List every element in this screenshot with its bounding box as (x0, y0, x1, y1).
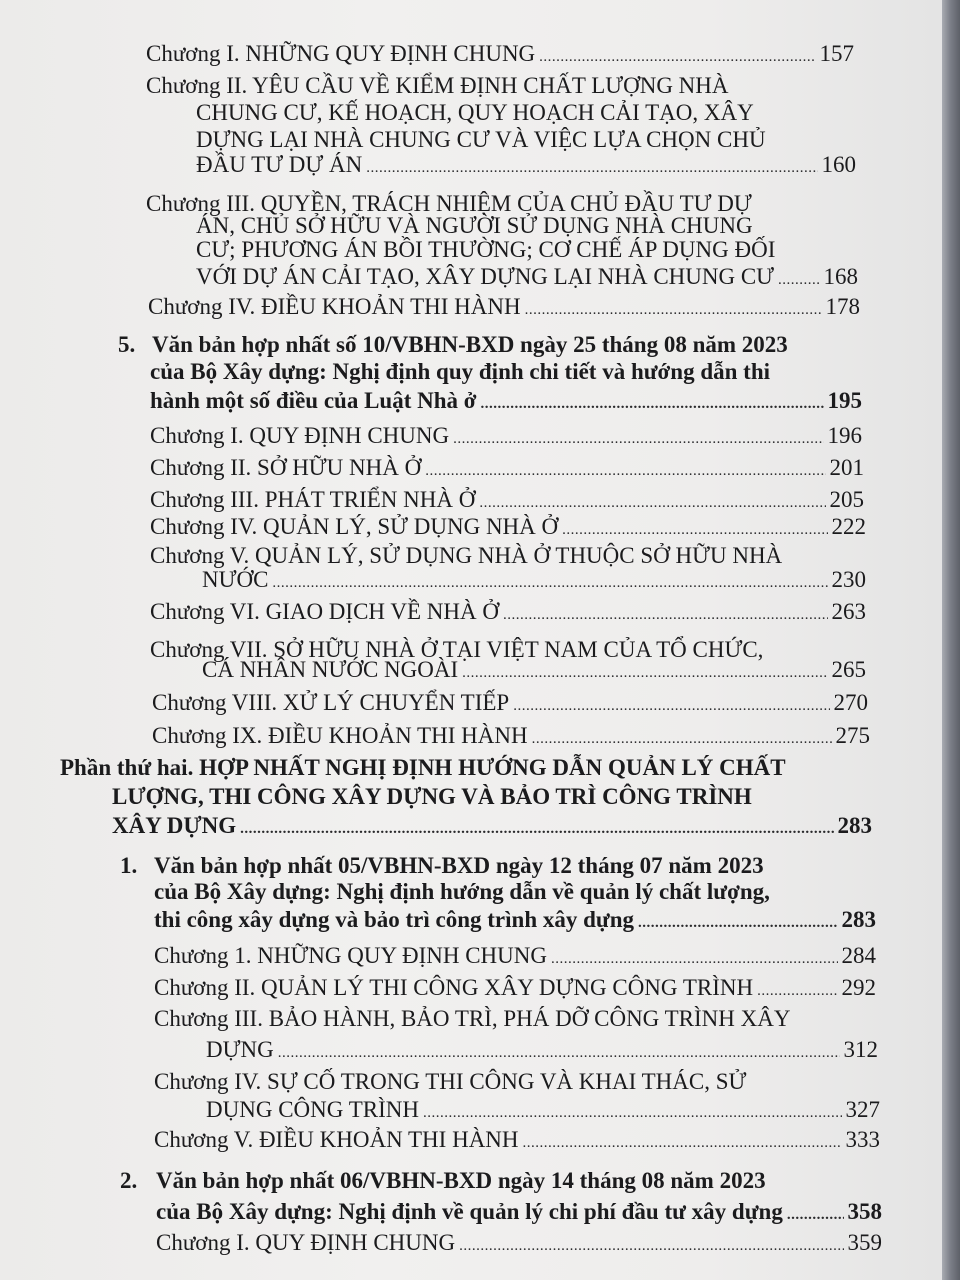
toc-entry: Chương IX. ĐIỀU KHOẢN THI HÀNH ..... 275 (152, 722, 870, 753)
toc-entry: của Bộ Xây dựng: Nghị định hướng dẫn về quản lý chất lượng, (154, 879, 770, 904)
toc-entry: Văn bản hợp nhất 05/VBHN-BXD ngày 12 tháng 07 năm 2023 (154, 853, 764, 878)
section-heading: LƯỢNG, THI CÔNG XÂY DỰNG VÀ BẢO TRÌ CÔNG TRÌNH (112, 784, 752, 809)
item-number: 1. (120, 853, 138, 878)
toc-entry: Chương IV. ĐIỀU KHOẢN THI HÀNH ..... 178 (148, 293, 860, 324)
toc-entry: Văn bản hợp nhất 06/VBHN-BXD ngày 14 tháng 08 năm 2023 (156, 1168, 766, 1193)
toc-entry: Chương II. YÊU CẦU VỀ KIỂM ĐỊNH CHẤT LƯỢNG NHÀ (146, 73, 729, 98)
toc-entry: Chương II. QUẢN LÝ THI CÔNG XÂY DỰNG CÔNG TRÌNH ..... 292 (154, 974, 876, 1005)
toc-entry: Chương V. QUẢN LÝ, SỬ DỤNG NHÀ Ở THUỘC SỞ HỮU NHÀ (150, 543, 783, 568)
toc-entry: Văn bản hợp nhất số 10/VBHN-BXD ngày 25 tháng 08 năm 2023 (152, 332, 788, 357)
toc-entry: Chương II. SỞ HỮU NHÀ Ở ..... 201 (150, 454, 864, 485)
toc-entry: ÁN, CHỦ SỞ HỮU VÀ NGƯỜI SỬ DỤNG NHÀ CHUNG (196, 213, 753, 238)
toc-entry: CÁ NHÂN NƯỚC NGOÀI ..... 265 (202, 656, 866, 687)
toc-entry: CƯ; PHƯƠNG ÁN BỒI THƯỜNG; CƠ CHẾ ÁP DỤNG ĐỐI (196, 237, 776, 262)
item-number: 2. (120, 1168, 138, 1193)
toc-entry: DỰNG LẠI NHÀ CHUNG CƯ VÀ VIỆC LỰA CHỌN CHỦ (196, 127, 766, 152)
toc-entry: VỚI DỰ ÁN CẢI TẠO, XÂY DỰNG LẠI NHÀ CHUNG CƯ ..... 168 (196, 263, 858, 294)
item-number: 5. (118, 332, 136, 357)
toc-entry: CHUNG CƯ, KẾ HOẠCH, QUY HOẠCH CẢI TẠO, XÂY (196, 100, 754, 125)
page-edge (942, 0, 960, 1280)
toc-entry: của Bộ Xây dựng: Nghị định về quản lý chi phí đầu tư xây dựng ..... 358 (156, 1198, 882, 1229)
toc-entry: Chương IV. SỰ CỐ TRONG THI CÔNG VÀ KHAI THÁC, SỬ (154, 1069, 747, 1094)
section-heading: XÂY DỰNG ..... 283 (112, 812, 872, 843)
toc-entry: Chương I. QUY ĐỊNH CHUNG ..... 196 (150, 422, 862, 453)
toc-entry: NƯỚC ..... 230 (202, 566, 866, 597)
toc-entry: Chương I. NHỮNG QUY ĐỊNH CHUNG ..... 157 (146, 40, 854, 71)
toc-entry: của Bộ Xây dựng: Nghị định quy định chi tiết và hướng dẫn thi (150, 359, 771, 384)
toc-entry: Chương VI. GIAO DỊCH VỀ NHÀ Ở ..... 263 (150, 598, 866, 629)
toc-entry: Chương VIII. XỬ LÝ CHUYỂN TIẾP ..... 270 (152, 689, 868, 720)
toc-entry: Chương IV. QUẢN LÝ, SỬ DỤNG NHÀ Ở ..... 222 (150, 513, 866, 544)
toc-entry: thi công xây dựng và bảo trì công trình xây dựng ..... 283 (154, 906, 876, 937)
toc-entry: Chương III. PHÁT TRIỂN NHÀ Ở ..... 205 (150, 486, 864, 517)
toc-entry: hành một số điều của Luật Nhà ở ..... 195 (150, 387, 862, 418)
toc-entry: Chương I. QUY ĐỊNH CHUNG ..... 359 (156, 1229, 882, 1260)
toc-entry: DỰNG ..... 312 (206, 1036, 878, 1067)
toc-entry: Chương V. ĐIỀU KHOẢN THI HÀNH ..... 333 (154, 1126, 880, 1157)
toc-entry: Chương III. BẢO HÀNH, BẢO TRÌ, PHÁ DỠ CÔNG TRÌNH XÂY (154, 1006, 791, 1031)
toc-entry: Chương VII. SỞ HỮU NHÀ Ở TẠI VIỆT NAM CỦA TỔ CHỨC, (150, 637, 764, 662)
toc-entry: Chương 1. NHỮNG QUY ĐỊNH CHUNG ..... 284 (154, 942, 876, 973)
toc-entry: DỤNG CÔNG TRÌNH ..... 327 (206, 1096, 880, 1127)
toc-entry: ĐẦU TƯ DỰ ÁN ..... 160 (196, 151, 856, 182)
toc-entry: Chương III. QUYỀN, TRÁCH NHIỆM CỦA CHỦ ĐẦU TƯ DỰ (146, 191, 752, 216)
section-heading: Phần thứ hai. HỢP NHẤT NGHỊ ĐỊNH HƯỚNG DẪN QUẢN LÝ CHẤT (60, 755, 786, 780)
